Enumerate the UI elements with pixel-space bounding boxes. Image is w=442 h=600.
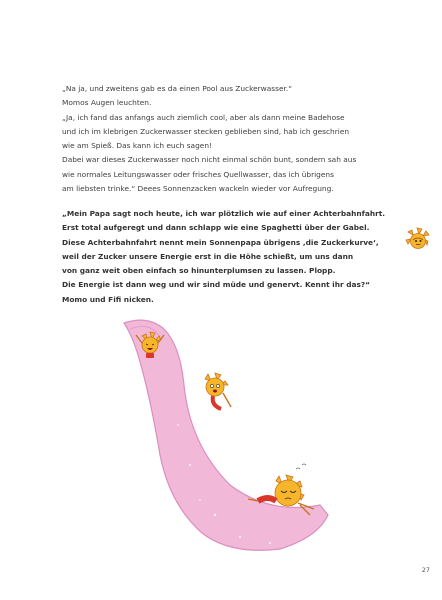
text-line: wie normales Leitungswasser oder frisches Quellwasser, das ich übrigens bbox=[62, 169, 334, 179]
pink-slide bbox=[124, 320, 328, 550]
text-line: „Mein Papa sagt noch heute, ich war plötzlich wie auf einer Achterbahnfahrt. bbox=[62, 209, 386, 218]
text-line: am liebsten trinke.“ Deees Sonnenzacken wackeln wieder vor Aufregung. bbox=[62, 184, 334, 194]
story-paragraph-regular bbox=[62, 82, 382, 196]
text-line: Dabei war dieses Zuckerwasser noch nicht einmal schön bunt, sondern sah aus bbox=[62, 155, 357, 165]
text-line: weil der Zucker unsere Energie erst in die Höhe schießt, um uns dann bbox=[62, 251, 354, 261]
text-line: „Na ja, und zweitens gab es da einen Pool aus Zuckerwasser.“ bbox=[62, 84, 293, 93]
text-line: und ich im klebrigen Zuckerwasser stecken geblieben sind, hab ich geschrien bbox=[62, 126, 350, 136]
text-line: Diese Achterbahnfahrt nennt mein Sonnenpapa übrigens ‚die Zuckerkurve‘, bbox=[62, 237, 379, 247]
text-line: Momos Augen leuchten. bbox=[62, 98, 152, 108]
text-line: Erst total aufgeregt und dann schlapp wie eine Spaghetti über der Gabel. bbox=[62, 223, 370, 233]
text-line: Momo und Fifi nicken. bbox=[62, 294, 154, 304]
text-line: „Ja, ich fand das anfangs auch ziemlich cool, aber als dann meine Badehose bbox=[62, 112, 345, 122]
text-line: wie am Spieß. Das kann ich euch sagen! bbox=[62, 141, 212, 151]
text-line: Die Energie ist dann weg und wir sind müde und genervt. Kennt ihr das?“ bbox=[62, 280, 371, 290]
sugar-curve-slide-illustration bbox=[120, 315, 350, 555]
page-number: 27 bbox=[421, 566, 430, 574]
sun-character-sliding bbox=[205, 373, 231, 409]
text-line: von ganz weit oben einfach so hinunterplumsen zu lassen. Plopp. bbox=[62, 266, 336, 276]
story-paragraph-bold bbox=[62, 207, 392, 307]
sun-character-icon bbox=[404, 226, 432, 252]
